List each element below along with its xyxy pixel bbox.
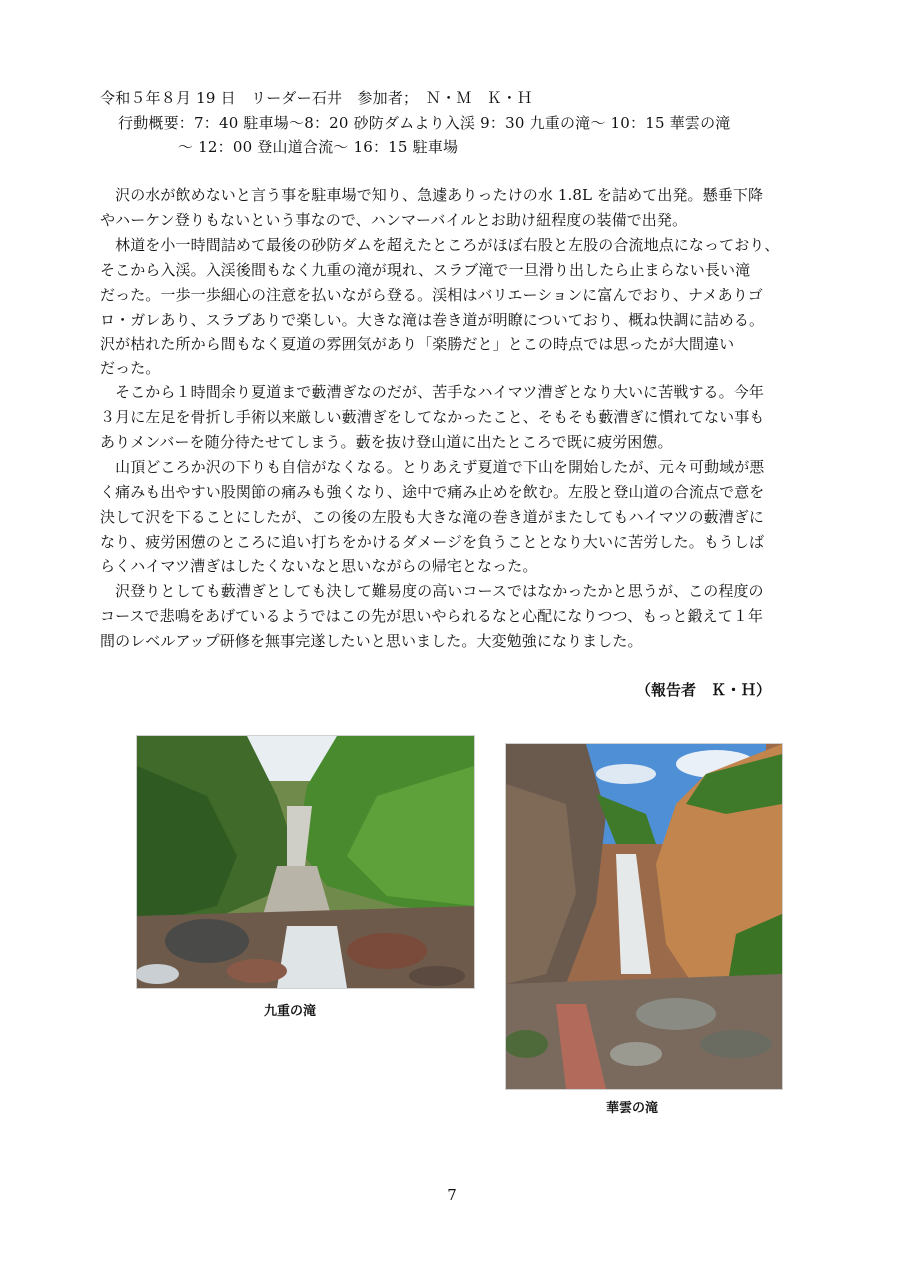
- body-line: ありメンバーを随分待たせてしまう。藪を抜け登山道に出たところで既に疲労困憊。: [100, 433, 673, 451]
- body-line: そこから入渓。入渓後間もなく九重の滝が現れ、スラブ滝で一旦滑り出したら止まらない長い滝: [100, 261, 751, 279]
- body-line: ３月に左足を骨折し手術以来厳しい藪漕ぎをしてなかったこと、そもそも藪漕ぎに慣れてない事も: [100, 408, 765, 426]
- reporter-credit: （報告者 Ｋ・Ｈ）: [636, 681, 772, 699]
- body-line: 沢が枯れた所から間もなく夏道の雰囲気があり「楽勝だと」とこの時点では思ったが大間違い: [100, 335, 735, 353]
- kokonoe-waterfall-photo: [136, 735, 475, 989]
- kokonoe-waterfall-caption: 九重の滝: [264, 1004, 317, 1019]
- body-line: ロ・ガレあり、スラブありで楽しい。大きな滝は巻き道が明瞭についており、概ね快調に詰める。: [100, 311, 765, 329]
- body-line: コースで悲鳴をあげているようではこの先が思いやられるなと心配になりつつ、もっと鍛えて１年: [100, 607, 764, 625]
- body-line: やハーケン登りもないという事なので、ハンマーバイルとお助け紐程度の装備で出発。: [100, 211, 688, 229]
- body-line: 沢登りとしても藪漕ぎとしても決して難易度の高いコースではなかったかと思うが、この程度の: [100, 582, 764, 600]
- body-line: 沢の水が飲めないと言う事を駐車場で知り、急遽ありったけの水 1.8L を詰めて出発。懸垂下降: [100, 186, 764, 204]
- schedule-line-2: 〜 12：00 登山道合流〜 16：15 駐車場: [178, 138, 459, 156]
- body-line: 決して沢を下ることにしたが、この後の左股も大きな滝の巻き道がまたしてもハイマツの藪漕ぎに: [100, 508, 764, 526]
- body-line: だった。: [100, 359, 161, 377]
- body-line: 山頂どころか沢の下りも自信がなくなる。とりあえず夏道で下山を開始したが、元々可動域が悪: [100, 458, 765, 476]
- body-line: く痛みも出やすい股関節の痛みも強くなり、途中で痛み止めを飲む。左股と登山道の合流点で意を: [100, 483, 765, 501]
- page-number: 7: [447, 1186, 457, 1204]
- body-line: そこから１時間余り夏道まで藪漕ぎなのだが、苦手なハイマツ漕ぎとなり大いに苦戦する。今年: [100, 383, 764, 401]
- schedule-line-1: 行動概要：7：40 駐車場〜8：20 砂防ダムより入渓 9：30 九重の滝〜 10：15 華雲の滝: [118, 114, 731, 132]
- trip-date-members: 令和５年８月 19 日 リーダー石井 参加者； Ｎ・Ｍ Ｋ・Ｈ: [100, 89, 533, 107]
- kaun-waterfall-photo: [505, 743, 783, 1090]
- body-line: だった。一歩一歩細心の注意を払いながら登る。渓相はバリエーションに富んでおり、ナメありゴ: [100, 286, 763, 304]
- body-line: らくハイマツ漕ぎはしたくないなと思いながらの帰宅となった。: [100, 557, 538, 575]
- body-line: なり、疲労困憊のところに追い打ちをかけるダメージを負うこととなり大いに苦労した。もうしば: [100, 533, 765, 551]
- body-line: 林道を小一時間詰めて最後の砂防ダムを超えたところがほぼ右股と左股の合流地点になっており、: [100, 236, 780, 254]
- body-line: 間のレベルアップ研修を無事完遂したいと思いました。大変勉強になりました。: [100, 632, 643, 650]
- kaun-waterfall-caption: 華雲の滝: [606, 1101, 659, 1116]
